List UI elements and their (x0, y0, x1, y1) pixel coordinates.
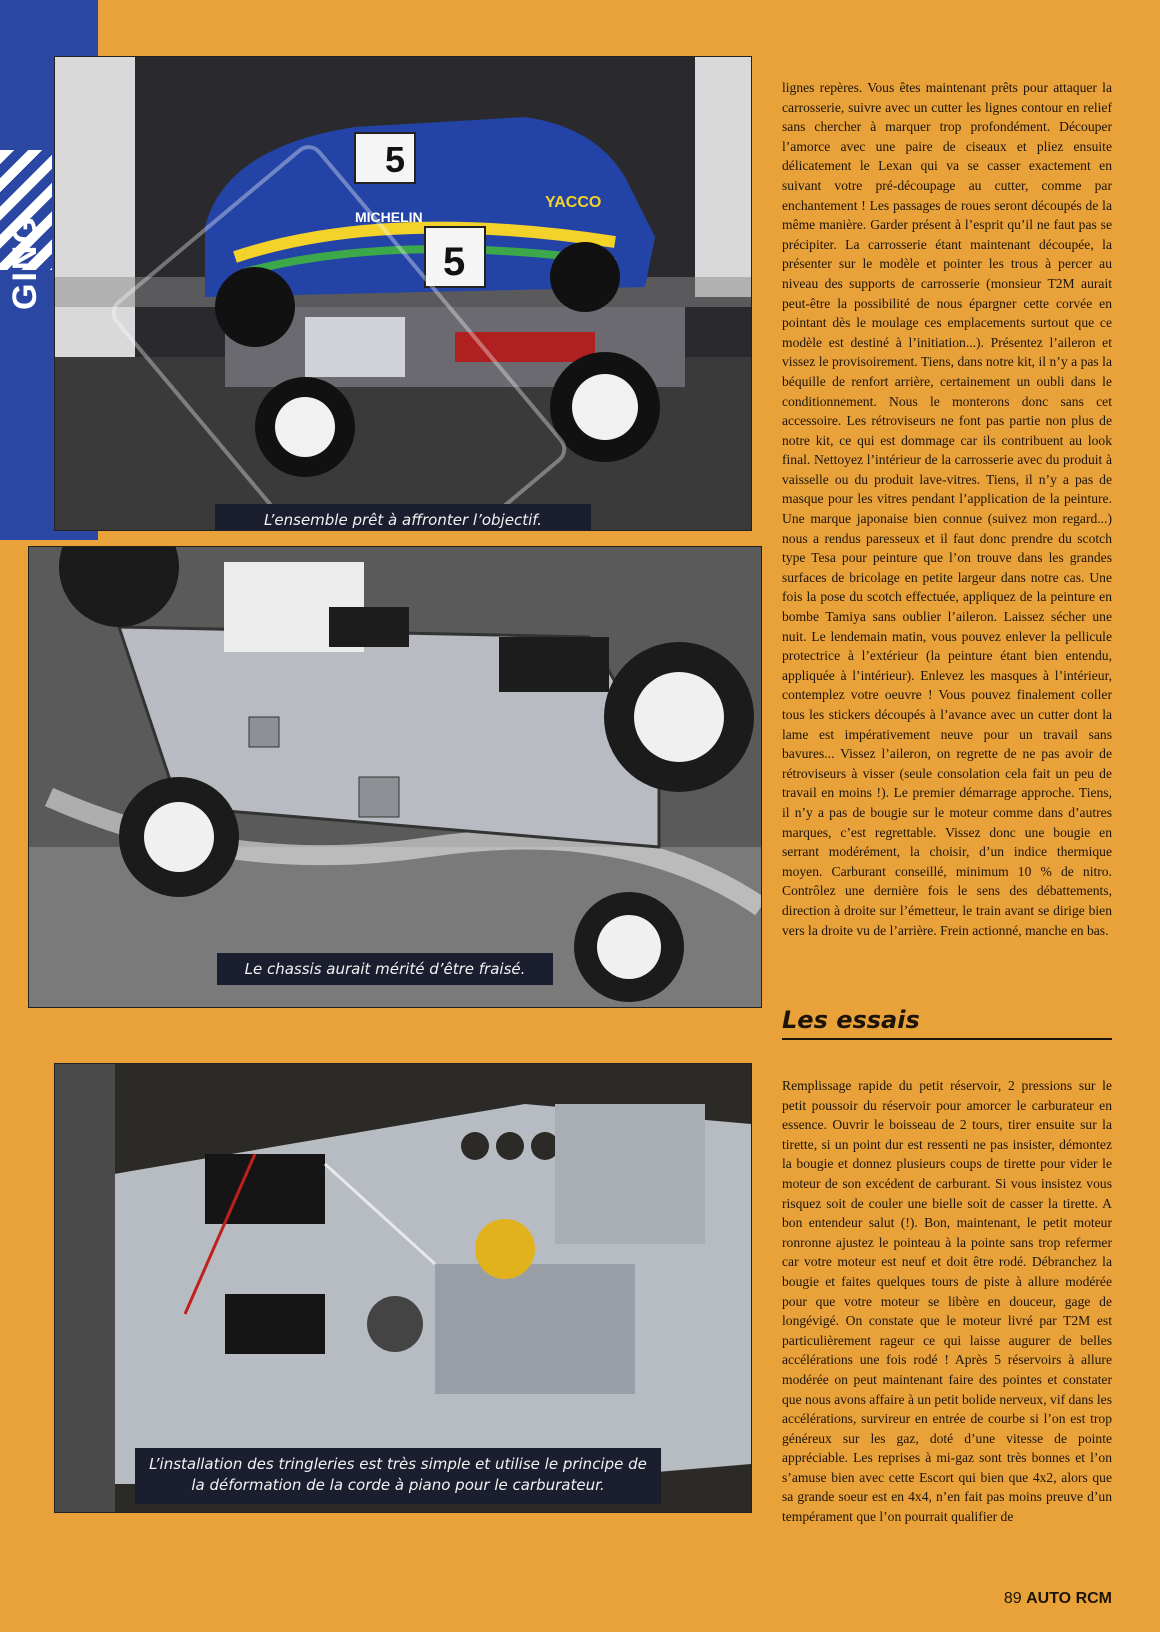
car-number-door: 5 (443, 240, 466, 284)
page-number: 89 (1003, 1590, 1022, 1607)
car-number-top: 5 (385, 139, 406, 180)
section-heading: Les essais (782, 1006, 1112, 1040)
photo-2-caption: Le chassis aurait mérité d’être fraisé. (217, 953, 553, 985)
photo-3-caption-line-2: la déformation de la corde à piano pour le carburateur. (191, 1476, 605, 1494)
chassis-illustration (29, 547, 761, 1007)
magazine-name: AUTO RCM (1026, 1590, 1112, 1607)
photo-engine-installation (54, 1063, 752, 1513)
car-sponsor-yacco: YACCO (545, 194, 602, 211)
photo-1-caption: L’ensemble prêt à affronter l’objectif. (215, 504, 591, 531)
photo-rally-car (54, 56, 752, 531)
article-column-bottom: Remplissage rapide du petit réservoir, 2 pressions sur le petit poussoir du réservoir pour amorcer le carburateur en essence. Ouvrir le boisseau de 2 tours, tirer ensuite sur la tirette, si un point dur est ressenti ne pas insister, démontez la bougie et donnez plusieurs coups de tirette pour vider le moteur de son excédent de carburant. Si vous insistez vous risquez soit de couler une bielle soit de casser la tirette. A bon entendeur salut (!). Bon, maintenant, le petit moteur ronronne ajustez le pointeau à la pointe sans trop refermer car votre moteur est neuf et doit être rodé. Débranchez la bougie et faites quelques tours de piste à allure modérée pour que votre moteur se libère en douceur, gage de longévigé. On constate que le moteur livré par T2M est particulièrement rageur ce qui laisse augurer de belles accélérations une fois rodé ! Après 5 réservoirs à allure modérée on peut maintenant faire des pointes et constater que nous avons affaire à un petit bolide nerveux, vif dans les accélérations, survireur en entrée de courbe si l’on est trop généreux sur les gaz, doté d’une vitesse de pointe appréciable. Les reprises à mi-gaz sont très bonnes et l’on s’amuse bien avec cette Escort qui bien que 4x2, alors que sa grande soeur est en 4x4, n’en fait pas moins preuve d’un tempérament que l’on pourrait qualifier de (782, 1078, 1112, 1525)
page-footer (1004, 1590, 1112, 1608)
photo-chassis (28, 546, 762, 1008)
article-column-top: lignes repères. Vous êtes maintenant prêts pour attaquer la carrosserie, suivre avec un cutter les lignes contour en relief sans chercher à marquer trop profondément. Découper l’amorce avec une paire de ciseaux et pliez ensuite délicatement le Lexan qui va se casser exactement en suivant votre pré-découpage au cutter, comme par enchantement ! Les passages de roues seront découpés de la même manière. Garder présent à l’esprit qu’il ne faut pas se précipiter. La carrosserie étant maintenant découpée, la présenter sur le modèle et pointer les trous à percer au niveau des supports de carrosserie (monsieur T2M aurait peut-être la possibilité de nous épargner cette corvée en pointant dès le moulage ces emplacements surtout que ce modèle est destiné à l’initiation...). Présentez l’aileron et vissez le provisoirement. Tiens, dans notre kit, il n’y a pas la béquille de renfort arrière, certainement un oubli dans le conditionnement. Nous le monterons donc sans cet accessoire. Les rétroviseurs ne font pas partie non plus de notre kit, ce qui est dommage car ils contribuent au look final. Nettoyez l’intérieur de la carrosserie avec du produit à vaisselle ou du produit lave-vitres. Tiens, il n’y a pas de masque pour les vitres pendant l’application de la peinture. Une marque japonaise bien connue (suivez mon regard...) nous a rendus paresseux et il faut donc prendre du scotch type Tesa pour peinture que l’on trouve dans les grandes surfaces de bricolage en petite largeur dans notre cas. Une fois la pose du scotch effectuée, appliquez de la peinture en bombe Tamiya sans oublier l’aileron. Laissez sécher une nuit. Le lendemain matin, vous pouvez enlever la pellicule protectrice à l’extérieur (la peinture étant bien entendu, appliquée à l’intérieur). Enlevez les masques à l’intérieur, contemplez votre oeuvre ! Vous pouvez finalement coller tous les stickers découpés à l’avance avec un cutter dont la lame est impérativement neuve pour un travail sans bavures... Vissez l’aileron, on regrette de ne pas avoir de rétroviseurs à visser (seule consolation cela fait un peu de travail en moins !). Le premier démarrage approche. Tiens, il n’y a pas de bougie sur le moteur comme dans d’autres marques, c’est regrettable. Vissez donc une bougie en serrant modérément, la choisir, d’un indice thermique moyen. Carburant conseillé, minimum 10 % de nitro. Contrôlez une dernière fois le sens des débattements, direction à droite sur l’émetteur, le train avant se dirige bien vers la droite vu de l’arrière. Frein actionné, manche en bas. (782, 80, 1112, 938)
photo-3-caption-line-1: L’installation des tringleries est très simple et utilise le principe de (149, 1455, 647, 1473)
engine-illustration (55, 1064, 751, 1512)
photo-3-caption (135, 1448, 661, 1504)
car-sponsor-michelin: MICHELIN (355, 209, 423, 225)
section-tab-label: GING (6, 215, 44, 310)
rally-car-illustration (55, 57, 751, 530)
